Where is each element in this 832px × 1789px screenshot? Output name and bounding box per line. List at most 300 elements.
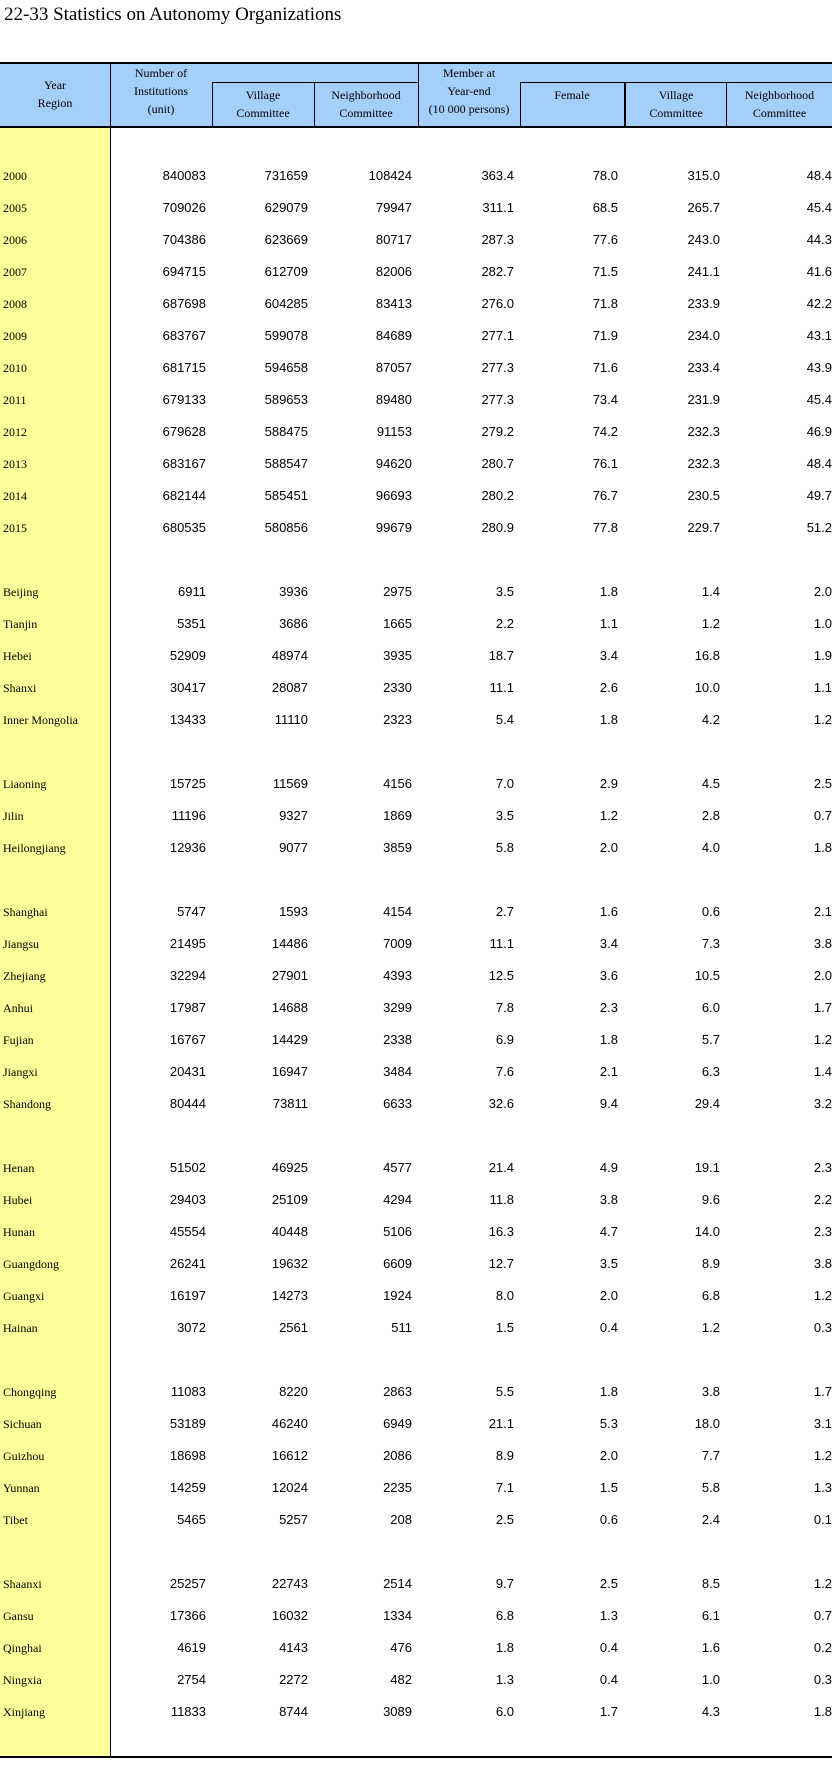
row-label: Qinghai	[3, 1641, 42, 1655]
table-cell: 3686	[279, 616, 308, 631]
row-label: Jiangxi	[3, 1065, 38, 1079]
row-label: Henan	[3, 1161, 35, 1175]
table-cell: 82006	[375, 264, 412, 279]
table-cell: 1924	[383, 1288, 412, 1303]
table-cell: 9.4	[599, 1096, 618, 1111]
table-cell: 2.4	[701, 1512, 720, 1527]
table-cell: 51.2	[806, 520, 832, 535]
table-cell: 9.6	[701, 1192, 720, 1207]
table-cell: 315.0	[687, 168, 720, 183]
table-row	[0, 1664, 832, 1696]
row-label: Zhejiang	[3, 969, 46, 983]
table-cell: 89480	[375, 392, 412, 407]
table-cell: 8.9	[495, 1448, 514, 1463]
table-cell: 2561	[279, 1320, 308, 1335]
table-row	[0, 608, 832, 640]
row-label: Hubei	[3, 1193, 33, 1207]
table-cell: 16767	[169, 1032, 206, 1047]
table-row	[0, 640, 832, 672]
row-label: Sichuan	[3, 1417, 42, 1431]
table-cell: 1.1	[599, 616, 618, 631]
table-cell: 91153	[376, 424, 412, 439]
table-cell: 53189	[169, 1416, 206, 1431]
row-label: Guangdong	[3, 1257, 59, 1271]
table-cell: 276.0	[481, 296, 514, 311]
table-cell: 3.8	[599, 1192, 618, 1207]
table-cell: 1.2	[813, 1288, 832, 1303]
table-cell: 1.5	[599, 1480, 618, 1495]
table-cell: 2.0	[599, 1288, 618, 1303]
table-cell: 1.2	[813, 712, 832, 727]
row-label: 2006	[3, 233, 27, 247]
row-label: Chongqing	[3, 1385, 57, 1399]
table-cell: 1.5	[495, 1320, 514, 1335]
table-cell: 51502	[169, 1160, 206, 1175]
table-cell: 2.8	[701, 808, 720, 823]
row-label: 2008	[3, 297, 27, 311]
header-institutions: Number of Institutions (unit)	[133, 66, 188, 116]
table-cell: 3.8	[701, 1384, 720, 1399]
table-cell: 2754	[177, 1672, 206, 1687]
table-row	[0, 1504, 832, 1536]
table-cell: 78.0	[592, 168, 618, 183]
table-cell: 77.8	[592, 520, 618, 535]
table-cell: 6.8	[701, 1288, 720, 1303]
table-cell: 1.8	[599, 1032, 618, 1047]
table-row	[0, 1184, 832, 1216]
table-cell: 687698	[162, 296, 206, 311]
table-cell: 588475	[264, 424, 308, 439]
table-cell: 29403	[169, 1192, 206, 1207]
row-label: 2010	[3, 361, 27, 375]
table-row	[0, 224, 832, 256]
table-cell: 1.3	[813, 1480, 832, 1495]
row-label: 2005	[3, 201, 27, 215]
row-label: Guizhou	[3, 1449, 45, 1463]
table-cell: 14259	[169, 1480, 206, 1495]
table-cell: 629079	[264, 200, 308, 215]
table-cell: 32.6	[488, 1096, 514, 1111]
table-cell: 9077	[279, 840, 308, 855]
table-row	[0, 896, 832, 928]
table-cell: 17987	[169, 1000, 206, 1015]
table-cell: 2975	[383, 584, 412, 599]
table-cell: 4619	[177, 1640, 206, 1655]
table-cell: 80444	[169, 1096, 206, 1111]
table-cell: 32294	[169, 968, 206, 983]
table-cell: 3935	[383, 648, 412, 663]
table-cell: 680535	[162, 520, 206, 535]
table-cell: 265.7	[687, 200, 720, 215]
table-cell: 5747	[177, 904, 206, 919]
table-cell: 4577	[383, 1160, 412, 1175]
table-cell: 241.1	[687, 264, 720, 279]
row-label: Shanxi	[3, 681, 37, 695]
table-cell: 6.0	[495, 1704, 514, 1719]
table-cell: 40448	[271, 1224, 308, 1239]
table-cell: 45554	[169, 1224, 206, 1239]
table-cell: 679628	[162, 424, 206, 439]
table-cell: 14429	[271, 1032, 308, 1047]
table-row	[0, 1440, 832, 1472]
table-cell: 4.3	[701, 1704, 720, 1719]
table-cell: 363.4	[481, 168, 514, 183]
table-cell: 73.4	[592, 392, 618, 407]
table-cell: 4.7	[599, 1224, 618, 1239]
table-cell: 2.1	[599, 1064, 618, 1079]
table-cell: 2.1	[813, 904, 832, 919]
table-cell: 19632	[271, 1256, 308, 1271]
table-cell: 3089	[383, 1704, 412, 1719]
table-cell: 96693	[375, 488, 412, 503]
row-label: Yunnan	[3, 1481, 40, 1495]
table-cell: 5.4	[495, 712, 514, 727]
table-cell: 71.6	[592, 360, 618, 375]
table-cell: 4393	[383, 968, 412, 983]
table-cell: 5351	[177, 616, 206, 631]
table-cell: 0.3	[813, 1320, 832, 1335]
table-cell: 21.1	[488, 1416, 514, 1431]
table-cell: 16.3	[488, 1224, 514, 1239]
statistics-table	[0, 62, 832, 1758]
row-label: Hunan	[3, 1225, 35, 1239]
table-cell: 681715	[162, 360, 206, 375]
table-row	[0, 1568, 832, 1600]
table-row	[0, 992, 832, 1024]
row-label: 2012	[3, 425, 27, 439]
table-cell: 25109	[271, 1192, 308, 1207]
table-cell: 5.7	[701, 1032, 720, 1047]
table-cell: 2.2	[813, 1192, 832, 1207]
table-row	[0, 1632, 832, 1664]
table-cell: 0.7	[813, 1608, 832, 1623]
table-cell: 2.5	[813, 776, 832, 791]
table-row	[0, 512, 832, 544]
table-cell: 3072	[177, 1320, 206, 1335]
table-cell: 230.5	[687, 488, 720, 503]
table-cell: 2.7	[495, 904, 514, 919]
table-cell: 234.0	[687, 328, 720, 343]
table-row	[0, 352, 832, 384]
table-cell: 704386	[162, 232, 206, 247]
table-cell: 4.9	[599, 1160, 618, 1175]
table-cell: 41.6	[806, 264, 832, 279]
table-cell: 4154	[383, 904, 412, 919]
table-cell: 683767	[162, 328, 206, 343]
table-cell: 840083	[162, 168, 206, 183]
table-cell: 594658	[264, 360, 308, 375]
table-cell: 79947	[375, 200, 412, 215]
table-cell: 2338	[383, 1032, 412, 1047]
table-cell: 2.0	[599, 840, 618, 855]
header-neighborhood-committee-members: Neighborhood Committee	[744, 88, 815, 120]
table-cell: 46925	[271, 1160, 308, 1175]
table-cell: 3936	[279, 584, 308, 599]
row-label: 2000	[3, 169, 27, 183]
table-cell: 1.7	[599, 1704, 618, 1719]
table-cell: 8.0	[495, 1288, 514, 1303]
table-cell: 0.7	[813, 808, 832, 823]
table-cell: 682144	[162, 488, 206, 503]
table-row	[0, 1216, 832, 1248]
row-label: Hebei	[3, 649, 32, 663]
table-cell: 12936	[169, 840, 206, 855]
table-cell: 8.9	[701, 1256, 720, 1271]
table-cell: 6.8	[495, 1608, 514, 1623]
table-cell: 7.6	[495, 1064, 514, 1079]
table-cell: 277.3	[481, 392, 514, 407]
table-cell: 0.3	[813, 1672, 832, 1687]
table-cell: 3.6	[599, 968, 618, 983]
table-cell: 5257	[279, 1512, 308, 1527]
table-cell: 4156	[383, 776, 412, 791]
table-cell: 2330	[383, 680, 412, 695]
table-cell: 280.9	[481, 520, 514, 535]
row-label: Beijing	[3, 585, 39, 599]
table-cell: 4.0	[701, 840, 720, 855]
table-cell: 208	[390, 1512, 412, 1527]
table-cell: 731659	[264, 168, 308, 183]
table-row	[0, 160, 832, 192]
table-row	[0, 1376, 832, 1408]
table-cell: 13433	[169, 712, 206, 727]
table-cell: 232.3	[687, 424, 720, 439]
table-cell: 280.2	[481, 488, 514, 503]
table-cell: 476	[390, 1640, 412, 1655]
table-cell: 1.1	[813, 680, 832, 695]
table-cell: 43.1	[806, 328, 832, 343]
table-cell: 588547	[264, 456, 308, 471]
table-cell: 80717	[375, 232, 412, 247]
table-cell: 12.5	[488, 968, 514, 983]
table-cell: 3859	[383, 840, 412, 855]
table-cell: 108424	[368, 168, 412, 183]
table-cell: 7.7	[701, 1448, 720, 1463]
table-row	[0, 192, 832, 224]
table-cell: 287.3	[481, 232, 514, 247]
row-label: Fujian	[3, 1033, 34, 1047]
table-row	[0, 768, 832, 800]
table-cell: 2863	[383, 1384, 412, 1399]
table-cell: 7.8	[495, 1000, 514, 1015]
table-cell: 16947	[271, 1064, 308, 1079]
table-cell: 0.6	[599, 1512, 618, 1527]
table-cell: 48.4	[806, 456, 832, 471]
table-cell: 15725	[169, 776, 206, 791]
table-cell: 8220	[279, 1384, 308, 1399]
table-cell: 1.8	[599, 584, 618, 599]
row-label: 2015	[3, 521, 27, 535]
table-cell: 0.1	[813, 1512, 832, 1527]
table-cell: 20431	[169, 1064, 206, 1079]
table-cell: 71.5	[592, 264, 618, 279]
table-cell: 6.0	[701, 1000, 720, 1015]
row-label: Anhui	[3, 1001, 33, 1015]
table-cell: 2.3	[599, 1000, 618, 1015]
table-cell: 22743	[271, 1576, 308, 1591]
row-label: Inner Mongolia	[3, 713, 78, 727]
table-cell: 2.0	[813, 584, 832, 599]
table-cell: 2.0	[599, 1448, 618, 1463]
table-cell: 3.5	[495, 808, 514, 823]
table-cell: 5.8	[701, 1480, 720, 1495]
table-cell: 46240	[271, 1416, 308, 1431]
table-row	[0, 1152, 832, 1184]
header-neighborhood-committee: Neighborhood Committee	[331, 88, 401, 120]
table-cell: 1.2	[813, 1032, 832, 1047]
table-cell: 2235	[383, 1480, 412, 1495]
table-cell: 3.5	[599, 1256, 618, 1271]
table-cell: 14273	[271, 1288, 308, 1303]
table-cell: 0.4	[599, 1640, 618, 1655]
table-cell: 0.6	[701, 904, 720, 919]
table-cell: 5.5	[495, 1384, 514, 1399]
row-label: 2011	[3, 393, 27, 407]
table-cell: 683167	[162, 456, 206, 471]
header-village-committee-members: Village Committee	[649, 88, 703, 120]
table-cell: 6633	[383, 1096, 412, 1111]
row-label: Heilongjiang	[3, 841, 66, 855]
table-cell: 12.7	[488, 1256, 514, 1271]
table-cell: 45.4	[806, 200, 832, 215]
table-cell: 6.9	[495, 1032, 514, 1047]
table-cell: 2323	[383, 712, 412, 727]
table-row	[0, 1472, 832, 1504]
table-cell: 52909	[169, 648, 206, 663]
table-cell: 0.4	[599, 1672, 618, 1687]
header-year-region: Year Region	[37, 78, 73, 110]
table-cell: 16612	[271, 1448, 308, 1463]
table-cell: 11110	[274, 712, 308, 727]
table-cell: 2514	[383, 1576, 412, 1591]
table-row	[0, 320, 832, 352]
table-cell: 3.8	[813, 1256, 832, 1271]
table-cell: 14.0	[694, 1224, 720, 1239]
table-row	[0, 480, 832, 512]
table-cell: 3.1	[813, 1416, 832, 1431]
table-cell: 3484	[383, 1064, 412, 1079]
table-cell: 243.0	[687, 232, 720, 247]
table-cell: 282.7	[481, 264, 514, 279]
table-cell: 48.4	[806, 168, 832, 183]
table-row	[0, 1408, 832, 1440]
row-label: Jilin	[3, 809, 24, 823]
row-label: Liaoning	[3, 777, 47, 791]
row-label: Shanghai	[3, 905, 48, 919]
table-cell: 84689	[375, 328, 412, 343]
table-cell: 28087	[271, 680, 308, 695]
table-cell: 77.6	[592, 232, 618, 247]
row-label: Tibet	[3, 1513, 28, 1527]
table-cell: 6609	[383, 1256, 412, 1271]
row-label: Xinjiang	[3, 1705, 45, 1719]
header-female: Female	[554, 88, 590, 102]
table-cell: 18698	[169, 1448, 206, 1463]
table-cell: 16197	[169, 1288, 206, 1303]
table-cell: 1869	[383, 808, 412, 823]
row-label: Shandong	[3, 1097, 51, 1111]
table-cell: 18.0	[694, 1416, 720, 1431]
table-cell: 68.5	[592, 200, 618, 215]
table-cell: 6949	[383, 1416, 412, 1431]
table-cell: 2.5	[599, 1576, 618, 1591]
table-cell: 482	[390, 1672, 412, 1687]
table-cell: 27901	[271, 968, 308, 983]
table-cell: 2.3	[813, 1224, 832, 1239]
table-cell: 4143	[279, 1640, 308, 1655]
table-cell: 1.2	[701, 616, 720, 631]
table-header	[0, 64, 832, 128]
table-cell: 2.9	[599, 776, 618, 791]
table-cell: 16.8	[694, 648, 720, 663]
table-cell: 3.4	[599, 648, 618, 663]
table-cell: 46.9	[806, 424, 832, 439]
table-cell: 11.8	[489, 1192, 514, 1207]
table-cell: 589653	[264, 392, 308, 407]
table-row	[0, 1088, 832, 1120]
table-cell: 3299	[383, 1000, 412, 1015]
table-row	[0, 800, 832, 832]
table-cell: 10.0	[694, 680, 720, 695]
table-cell: 83413	[375, 296, 412, 311]
table-cell: 4.5	[701, 776, 720, 791]
table-cell: 44.3	[806, 232, 832, 247]
table-cell: 2.6	[599, 680, 618, 695]
table-cell: 1.8	[813, 840, 832, 855]
table-row	[0, 1280, 832, 1312]
table-cell: 2272	[279, 1672, 308, 1687]
table-cell: 48974	[271, 648, 308, 663]
table-row	[0, 704, 832, 736]
table-cell: 311.1	[482, 200, 514, 215]
table-cell: 2086	[383, 1448, 412, 1463]
table-row	[0, 256, 832, 288]
row-label: Tianjin	[3, 617, 38, 631]
table-cell: 277.1	[481, 328, 514, 343]
table-row	[0, 672, 832, 704]
table-cell: 7.1	[495, 1480, 514, 1495]
table-cell: 585451	[264, 488, 308, 503]
table-cell: 94620	[375, 456, 412, 471]
table-cell: 3.2	[813, 1096, 832, 1111]
table-cell: 74.2	[592, 424, 618, 439]
table-cell: 1.7	[813, 1384, 832, 1399]
table-cell: 5465	[177, 1512, 206, 1527]
row-label: 2014	[3, 489, 27, 503]
table-cell: 1.4	[813, 1064, 832, 1079]
table-cell: 8.5	[701, 1576, 720, 1591]
table-cell: 3.5	[495, 584, 514, 599]
table-cell: 679133	[162, 392, 206, 407]
table-cell: 11.1	[489, 680, 514, 695]
table-cell: 7.0	[495, 776, 514, 791]
table-cell: 280.7	[481, 456, 514, 471]
table-cell: 233.4	[687, 360, 720, 375]
table-row	[0, 832, 832, 864]
table-cell: 623669	[264, 232, 308, 247]
table-cell: 45.4	[806, 392, 832, 407]
table-cell: 1.6	[701, 1640, 720, 1655]
row-label: 2013	[3, 457, 27, 471]
table-cell: 3.8	[813, 936, 832, 951]
table-cell: 6.3	[701, 1064, 720, 1079]
table-cell: 279.2	[481, 424, 514, 439]
table-cell: 11196	[171, 808, 206, 823]
table-cell: 42.2	[806, 296, 832, 311]
table-row	[0, 1312, 832, 1344]
table-row	[0, 1248, 832, 1280]
table-cell: 1.4	[701, 584, 720, 599]
